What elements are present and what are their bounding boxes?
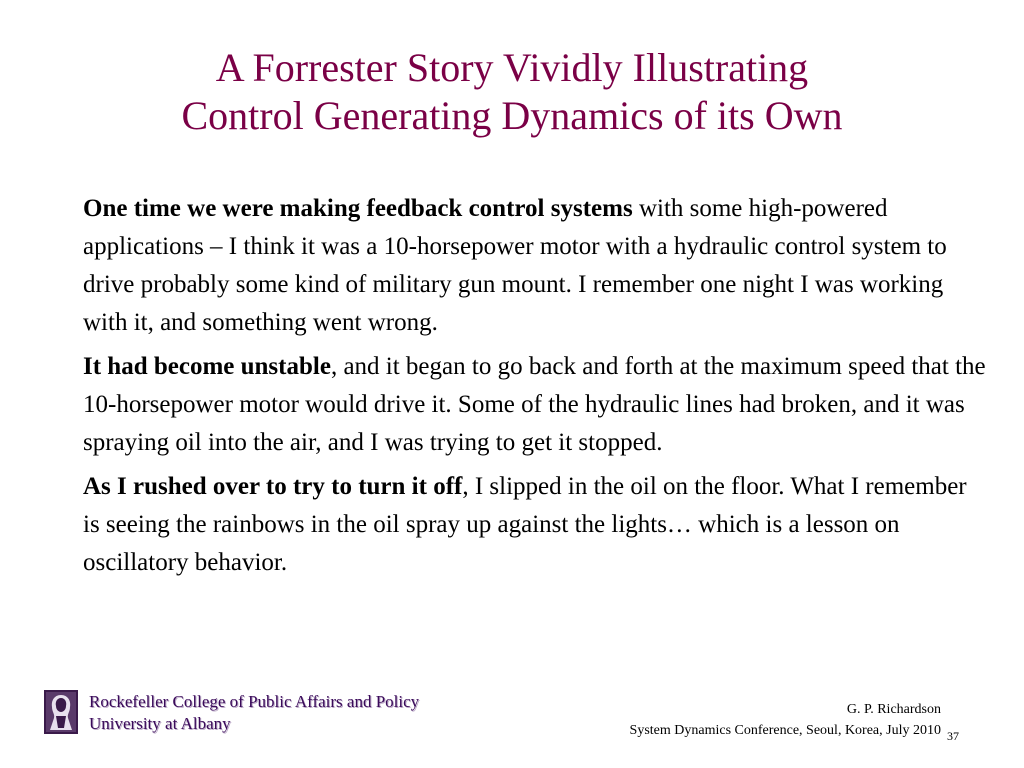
paragraph-1 (83, 190, 988, 342)
slide-title-line-1: A Forrester Story Vividly Illustrating (215, 45, 809, 90)
paragraph-2 (83, 348, 988, 462)
paragraph-2-bold-lead: It had become unstable (83, 353, 331, 380)
paragraph-1-text: with some high-powered applications – I think it was a 10-horsepower motor with a hydraulic control system to drive probably some kind of military gun mount. I remember one night I was working with it, and something went wrong. (83, 195, 947, 336)
footer-conference: System Dynamics Conference, Seoul, Korea, July 2010 (629, 723, 941, 738)
paragraph-3 (83, 468, 988, 582)
paragraph-3-text: , I slipped in the oil on the floor. What I remember is seeing the rainbows in the oil spray up against the lights… which is a lesson on oscillatory behavior. (83, 473, 967, 576)
rockefeller-college-logo-icon (44, 690, 78, 734)
slide-title (0, 44, 1024, 140)
footer-organization (89, 691, 419, 735)
page-number: 37 (947, 729, 959, 743)
paragraph-2-text: , and it began to go back and forth at the maximum speed that the 10-horsepower motor would drive it. Some of the hydraulic lines had broken, and it was spraying oil into the air, and I was trying to get it stopped. (83, 353, 986, 456)
slide-title-line-2: Control Generating Dynamics of its Own (181, 93, 843, 138)
footer-org-line-1: Rockefeller College of Public Affairs and Policy (89, 692, 420, 711)
footer-credits (630, 699, 941, 741)
paragraph-1-bold-lead: One time we were making feedback control systems (83, 195, 633, 222)
footer-author: G. P. Richardson (846, 702, 941, 717)
slide-body (83, 190, 988, 588)
paragraph-3-bold-lead: As I rushed over to try to turn it off (83, 473, 463, 500)
footer-org-line-2: University at Albany (89, 714, 231, 733)
